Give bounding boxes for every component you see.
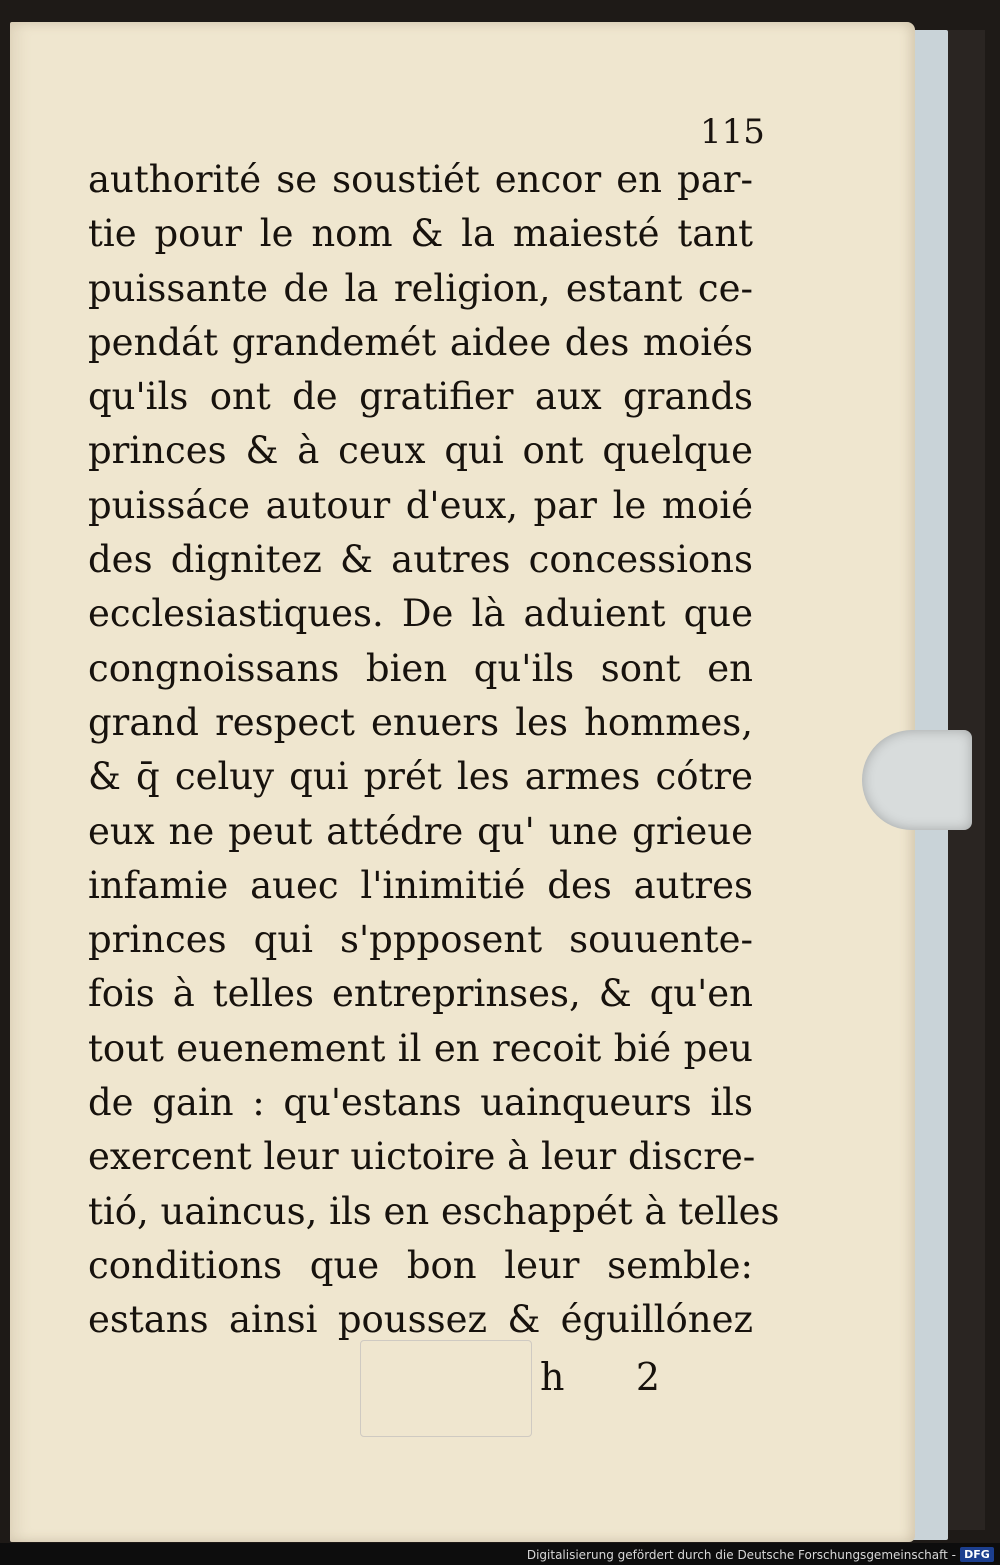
dfg-logo: DFG (960, 1547, 994, 1562)
text-line: exercent leur uictoire à leur discre- (88, 1135, 756, 1179)
text-line: infamie auec l'inimitié des autres (88, 863, 753, 907)
text-line: qu'ils ont de gratifier aux grands (88, 375, 753, 419)
text-line: congnoissans bien qu'ils sont en (88, 646, 753, 690)
signature-letter: h (540, 1355, 565, 1399)
signature-number: 2 (635, 1355, 660, 1399)
text-line: de gain : qu'estans uainqueurs ils (88, 1081, 753, 1125)
text-line: tie pour le nom & la maiesté tant (88, 212, 753, 256)
text-line: conditions que bon leur semble: (88, 1243, 753, 1287)
text-line: & q̄ celuy qui prét les armes cótre (88, 755, 753, 799)
library-stamp (360, 1340, 532, 1437)
text-line: princes & à ceux qui ont quelque (88, 429, 753, 473)
text-line: ecclesiastiques. De là aduient que (88, 592, 753, 636)
text-line: eux ne peut attédre qu' une grieue (88, 809, 753, 853)
text-line: tout euenement il en recoit bié peu (88, 1026, 753, 1070)
text-line: princes qui s'ppposent souuente- (88, 918, 753, 962)
page-number: 115 (700, 112, 765, 152)
text-line: estans ainsi poussez & éguillónez (88, 1298, 753, 1342)
text-line: puissante de la religion, estant ce- (88, 266, 753, 310)
text-line: fois à telles entreprinses, & qu'en (88, 972, 753, 1016)
signature-mark (540, 1355, 660, 1399)
footer-bar (0, 1543, 1000, 1565)
footer-credit: Digitalisierung gefördert durch die Deutsche Forschungsgemeinschaft - (526, 1548, 956, 1562)
page-clip (862, 730, 972, 830)
text-line: authorité se soustiét encor en par- (88, 158, 753, 201)
text-line: puissáce autour d'eux, par le moié (88, 483, 753, 527)
text-line: pendát grandemét aidee des moiés (88, 320, 753, 364)
text-line: grand respect enuers les hommes, (88, 700, 753, 744)
text-line: tió, uaincus, ils en eschappét à telles (88, 1189, 780, 1233)
page-text (88, 153, 780, 1348)
text-line: des dignitez & autres concessions (88, 538, 753, 582)
